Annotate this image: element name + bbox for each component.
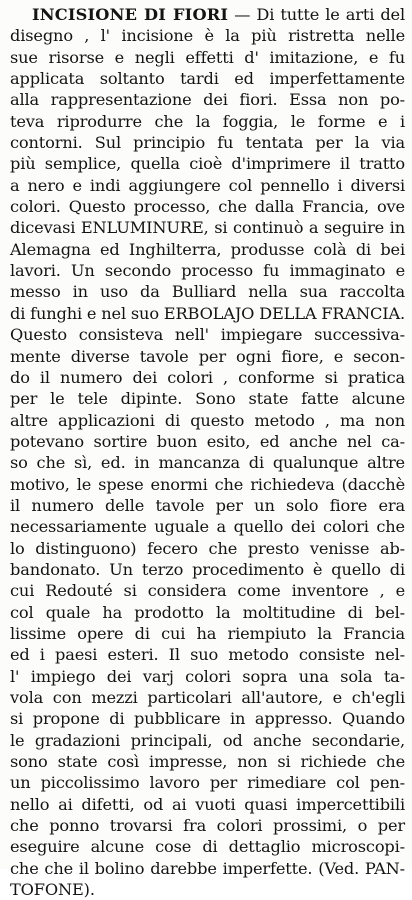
article-line-31: ed i paesi esteri. Il suo metodo consiste nel-	[10, 645, 405, 665]
article-line-29: col quale ha prodotto la moltitudine di bel-	[10, 602, 405, 622]
article-line-36: sono state così impresse, non si richiede che	[10, 752, 405, 772]
article-line-7: contorni. Sul principio fu tentata per la via	[10, 133, 405, 153]
article-line-14: messo in uso da Bulliard nella sua raccolta	[10, 282, 405, 302]
article-line-17: mente diverse tavole per ogni fiore, e secon-	[10, 346, 405, 366]
article-line-20: altre applicazioni di questo metodo , ma non	[10, 410, 405, 430]
article-line-25: necessariamente uguale a quello dei colori che	[10, 517, 405, 537]
article-line-39: che ponno trovarsi fra colori prossimi, o per	[10, 816, 405, 836]
article-line-37: un piccolissimo lavoro per rimediare col pen-	[10, 773, 405, 793]
article-line-28: cui Redouté si considera come inventore , e	[10, 581, 405, 601]
article-line-5: alla rappresentazione dei fiori. Essa non po-	[10, 90, 405, 110]
article-line-35: le gradazioni principali, od anche secondarie,	[10, 730, 405, 750]
article-line-41: che che il bolino darebbe imperfette. (Ved. PAN-	[10, 858, 405, 878]
article-line-1-text: — Di tutte le arti del	[234, 5, 405, 24]
article-line-9: a nero e indi aggiungere col pennello i diversi	[10, 175, 405, 195]
article-line-21: potevano sortire buon esito, ed anche nel ca-	[10, 431, 405, 451]
article-line-2: disegno , l' incisione è la più ristretta nelle	[10, 26, 405, 46]
article-line-8: più semplice, quella cioè d'imprimere il tratto	[10, 154, 405, 174]
article-line-24: il numero delle tavole per un solo fiore era	[10, 495, 405, 515]
article-line-15: di funghi e nel suo ERBOLAJO DELLA FRANCIA.	[10, 303, 405, 323]
article-line-27: bandonato. Un terzo procedimento è quello di	[10, 559, 405, 579]
article-line-18: do il numero dei colori , conforme si pratica	[10, 367, 405, 387]
article-line-16: Questo consisteva nell' impiegare successiva-	[10, 325, 405, 345]
article-line-26: lo distinguono) fecero che presto venisse ab-	[10, 538, 405, 558]
article-line-13: lavori. Un secondo processo fu immaginato e	[10, 261, 405, 281]
article-line-42: TOFONE).	[10, 880, 95, 900]
article-line-4: applicata soltanto tardi ed imperfettamente	[10, 69, 405, 89]
article-line-40: eseguire alcune cose di dettaglio microscopi-	[10, 837, 405, 857]
article-line-23: motivo, le spese enormi che richiedeva (dacchè	[10, 474, 405, 494]
article-line-11: dicevasi ENLUMINURE, si continuò a seguire in	[10, 218, 405, 238]
article-line-30: lissime opere di cui ha riempiuto la Francia	[10, 623, 405, 643]
article-line-10: colori. Questo processo, che dalla Francia, ove	[10, 197, 405, 217]
article-line-19: per le tele dipinte. Sono state fatte alcune	[10, 389, 405, 409]
article-column	[10, 4, 405, 900]
article-line-33: vola con mezzi particolari all'autore, e ch'egli	[10, 688, 405, 707]
article-headword: INCISIONE DI FIORI	[32, 5, 229, 24]
article-line-38: nello ai difetti, od ai vuoti quasi impercettibili	[10, 794, 405, 814]
article-line-34: si propone di pubblicare in appresso. Quando	[10, 709, 405, 729]
article-line-32: l' impiego dei varj colori sopra una sola ta-	[10, 666, 405, 686]
article-line-3: sue risorse e negli effetti d' imitazione, e fu	[10, 47, 405, 67]
article-line-6: teva riprodurre che la foggia, le forme e i	[10, 111, 405, 131]
article-line-1	[10, 4, 405, 25]
article-line-12: Alemagna ed Inghilterra, produsse colà di bei	[10, 239, 405, 259]
article-line-22: so che sì, ed. in mancanza di qualunque altre	[10, 453, 405, 473]
